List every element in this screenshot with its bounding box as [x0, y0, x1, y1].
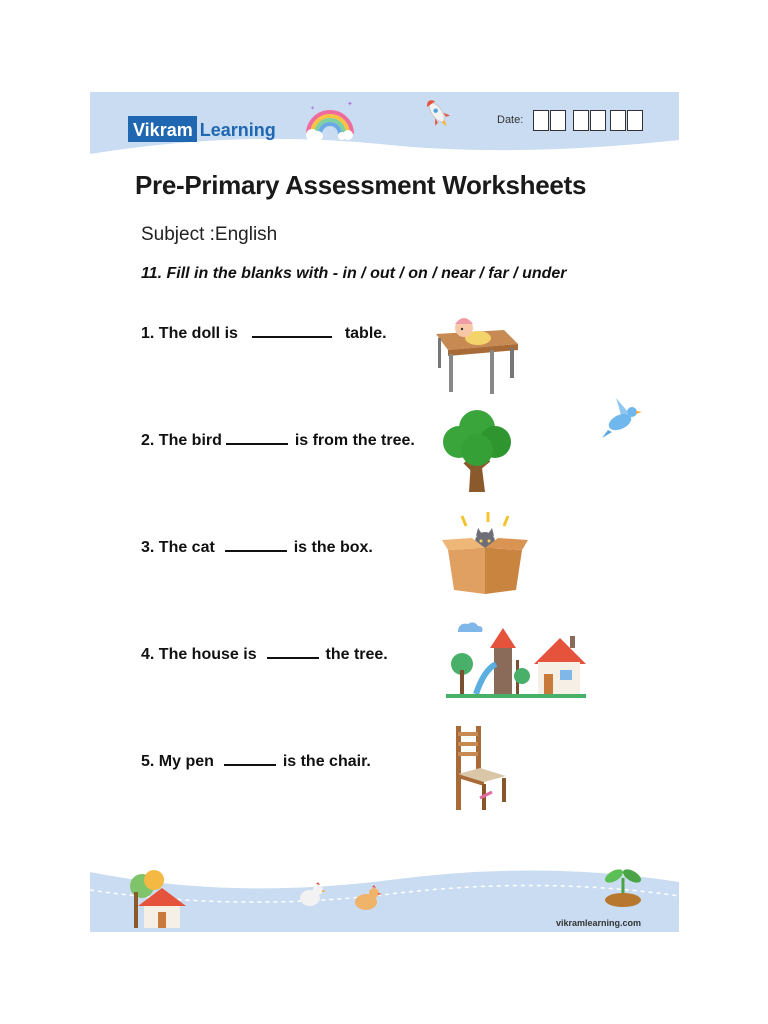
chair-with-pen-icon	[450, 724, 510, 814]
date-box[interactable]	[590, 110, 606, 131]
cat-in-box-icon	[442, 510, 528, 596]
question-text: the tree.	[325, 646, 388, 663]
rainbow-icon	[302, 96, 358, 144]
tree-icon	[437, 404, 517, 496]
question-text: 4. The house is	[141, 646, 257, 663]
question-text: is the box.	[293, 539, 373, 556]
question-text: 5. My pen	[141, 753, 214, 770]
answer-blank[interactable]	[225, 536, 287, 552]
question-3	[141, 536, 373, 557]
logo-vikram: Vikram	[128, 116, 197, 142]
hen-icon	[296, 880, 326, 910]
svg-text:✦: ✦	[347, 101, 353, 108]
svg-text:✦: ✦	[310, 106, 316, 112]
date-box[interactable]	[533, 110, 549, 131]
question-text: 3. The cat	[141, 539, 215, 556]
bird-icon	[598, 392, 644, 440]
question-text: 2. The bird	[141, 432, 222, 449]
answer-blank[interactable]	[224, 750, 276, 766]
website-footer-text: vikramlearning.com	[556, 918, 642, 928]
logo-learning: Learning	[199, 120, 276, 140]
date-box[interactable]	[627, 110, 643, 131]
question-2	[141, 429, 415, 450]
date-box[interactable]	[550, 110, 566, 131]
subject-line: Subject :English	[141, 224, 278, 245]
worksheet-page	[90, 92, 679, 932]
question-text: table.	[344, 325, 387, 342]
sprout-icon	[602, 864, 644, 908]
date-box[interactable]	[610, 110, 626, 131]
question-1	[141, 322, 387, 343]
answer-blank[interactable]	[226, 429, 288, 445]
rocket-icon	[422, 98, 454, 130]
question-text: is the chair.	[282, 753, 371, 770]
date-label: Date:	[497, 114, 524, 126]
answer-blank[interactable]	[252, 322, 332, 338]
page-title: Pre-Primary Assessment Worksheets	[135, 170, 587, 200]
question-text: 1. The doll is	[141, 325, 238, 342]
question-text: is from the tree.	[294, 432, 415, 449]
answer-blank[interactable]	[267, 643, 319, 659]
vikram-learning-logo	[128, 116, 276, 142]
date-box[interactable]	[573, 110, 589, 131]
house-and-trees-icon	[446, 620, 586, 700]
doll-on-table-icon	[430, 314, 522, 398]
footer-house-icon	[124, 868, 188, 930]
question-5	[141, 750, 371, 771]
instruction-text: 11. Fill in the blanks with - in / out / on / near / far / under	[141, 265, 567, 282]
question-4	[141, 643, 388, 664]
chick-icon	[350, 882, 382, 914]
